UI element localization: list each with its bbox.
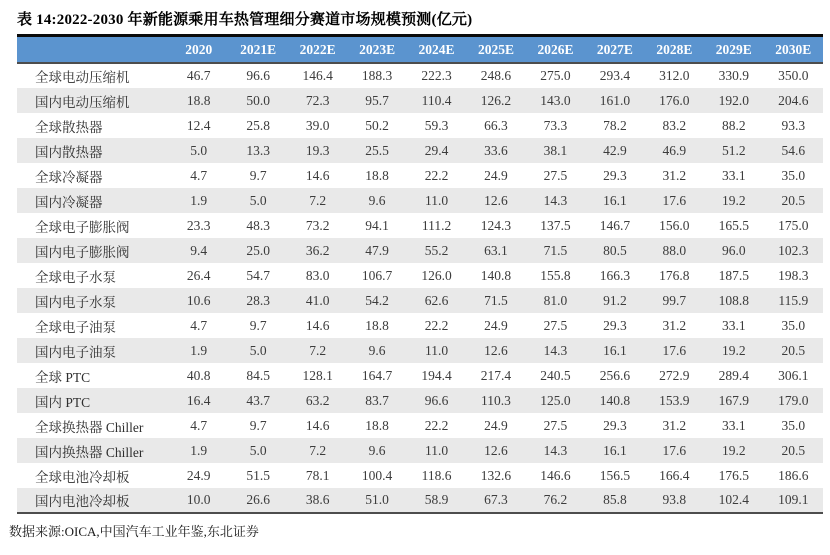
value-cell: 19.2 bbox=[721, 442, 746, 458]
value-cell: 128.1 bbox=[302, 367, 333, 383]
value-cell: 18.8 bbox=[365, 167, 389, 183]
value-cell: 29.3 bbox=[603, 317, 627, 333]
column-header: 2021E bbox=[240, 41, 277, 57]
value-cell: 272.9 bbox=[659, 367, 690, 383]
value-cell: 17.6 bbox=[662, 342, 687, 358]
value-cell: 289.4 bbox=[718, 367, 749, 383]
value-cell: 165.5 bbox=[718, 217, 749, 233]
value-cell: 198.3 bbox=[778, 267, 809, 283]
row-label: 全球散热器 bbox=[35, 119, 103, 135]
value-cell: 46.9 bbox=[662, 142, 687, 158]
value-cell: 16.1 bbox=[603, 192, 627, 208]
value-cell: 94.1 bbox=[365, 217, 389, 233]
value-cell: 88.0 bbox=[662, 242, 687, 258]
row-label: 国内 PTC bbox=[35, 394, 91, 410]
value-cell: 9.7 bbox=[249, 167, 267, 183]
value-cell: 222.3 bbox=[421, 68, 452, 83]
row-label: 国内电动压缩机 bbox=[35, 94, 130, 110]
value-cell: 4.7 bbox=[190, 317, 208, 333]
value-cell: 36.2 bbox=[305, 242, 330, 258]
value-cell: 25.0 bbox=[246, 242, 270, 258]
value-cell: 132.6 bbox=[480, 467, 512, 483]
value-cell: 16.1 bbox=[603, 442, 627, 458]
table-row bbox=[17, 363, 823, 388]
value-cell: 38.6 bbox=[305, 492, 330, 507]
value-cell: 72.3 bbox=[305, 92, 330, 108]
header-row bbox=[17, 36, 823, 64]
value-cell: 71.5 bbox=[484, 292, 508, 308]
value-cell: 140.8 bbox=[599, 392, 631, 408]
value-cell: 46.7 bbox=[186, 68, 211, 83]
data-source: 数据来源:OICA,中国汽车工业年鉴,东北证券 bbox=[9, 524, 259, 539]
table-row bbox=[17, 238, 823, 263]
value-cell: 176.5 bbox=[718, 467, 749, 483]
value-cell: 100.4 bbox=[361, 467, 393, 483]
value-cell: 161.0 bbox=[599, 92, 631, 108]
value-cell: 5.0 bbox=[249, 342, 267, 358]
value-cell: 35.0 bbox=[781, 417, 806, 433]
value-cell: 33.1 bbox=[721, 167, 746, 183]
value-cell: 18.8 bbox=[365, 417, 389, 433]
value-cell: 50.0 bbox=[246, 92, 270, 108]
value-cell: 140.8 bbox=[480, 267, 512, 283]
value-cell: 155.8 bbox=[540, 267, 571, 283]
value-cell: 51.5 bbox=[246, 467, 270, 483]
column-header: 2025E bbox=[477, 41, 514, 57]
value-cell: 24.9 bbox=[484, 317, 508, 333]
row-label: 全球换热器 Chiller bbox=[35, 419, 144, 435]
value-cell: 108.8 bbox=[718, 292, 749, 308]
value-cell: 63.2 bbox=[305, 392, 330, 408]
value-cell: 58.9 bbox=[424, 492, 449, 507]
table-row bbox=[17, 113, 823, 138]
value-cell: 96.0 bbox=[721, 242, 746, 258]
value-cell: 51.0 bbox=[365, 492, 389, 507]
value-cell: 312.0 bbox=[659, 68, 690, 83]
table-row bbox=[17, 388, 823, 413]
value-cell: 31.2 bbox=[662, 317, 687, 333]
value-cell: 9.7 bbox=[249, 417, 267, 433]
value-cell: 14.6 bbox=[305, 417, 330, 433]
value-cell: 93.3 bbox=[781, 117, 806, 133]
table-row bbox=[17, 88, 823, 113]
column-header: 2030E bbox=[775, 41, 812, 57]
row-label: 国内电子膨胀阀 bbox=[35, 244, 130, 260]
value-cell: 54.7 bbox=[246, 267, 270, 283]
column-header: 2022E bbox=[299, 41, 336, 57]
value-cell: 186.6 bbox=[778, 467, 809, 483]
value-cell: 31.2 bbox=[662, 417, 687, 433]
value-cell: 5.0 bbox=[190, 142, 208, 158]
value-cell: 20.5 bbox=[781, 192, 806, 208]
corner-cell bbox=[17, 36, 169, 64]
value-cell: 78.1 bbox=[305, 467, 330, 483]
value-cell: 156.0 bbox=[659, 217, 690, 233]
row-label: 国内电子油泵 bbox=[35, 344, 116, 360]
value-cell: 26.6 bbox=[246, 492, 270, 507]
table-row bbox=[17, 438, 823, 463]
value-cell: 73.3 bbox=[543, 117, 568, 133]
value-cell: 47.9 bbox=[365, 242, 389, 258]
value-cell: 166.4 bbox=[659, 467, 690, 483]
value-cell: 17.6 bbox=[662, 192, 687, 208]
value-cell: 9.7 bbox=[249, 317, 267, 333]
value-cell: 12.6 bbox=[484, 192, 508, 208]
value-cell: 27.5 bbox=[543, 317, 568, 333]
value-cell: 31.2 bbox=[662, 167, 687, 183]
value-cell: 176.8 bbox=[659, 267, 690, 283]
value-cell: 194.4 bbox=[421, 367, 452, 383]
value-cell: 20.5 bbox=[781, 442, 806, 458]
value-cell: 153.9 bbox=[659, 392, 690, 408]
value-cell: 35.0 bbox=[781, 317, 806, 333]
value-cell: 22.2 bbox=[424, 167, 449, 183]
value-cell: 80.5 bbox=[603, 242, 627, 258]
table-row bbox=[17, 288, 823, 313]
value-cell: 16.1 bbox=[603, 342, 627, 358]
value-cell: 51.2 bbox=[721, 142, 746, 158]
row-label: 国内电池冷却板 bbox=[35, 494, 130, 509]
value-cell: 217.4 bbox=[480, 367, 512, 383]
value-cell: 95.7 bbox=[365, 92, 389, 108]
value-cell: 28.3 bbox=[246, 292, 270, 308]
value-cell: 102.3 bbox=[778, 242, 809, 258]
value-cell: 41.0 bbox=[305, 292, 330, 308]
value-cell: 14.3 bbox=[543, 442, 568, 458]
value-cell: 33.1 bbox=[721, 417, 746, 433]
row-label: 全球电子水泵 bbox=[35, 269, 116, 285]
value-cell: 167.9 bbox=[718, 392, 749, 408]
value-cell: 18.8 bbox=[186, 92, 211, 108]
value-cell: 179.0 bbox=[778, 392, 809, 408]
table-row bbox=[17, 63, 823, 88]
value-cell: 5.0 bbox=[249, 192, 267, 208]
value-cell: 16.4 bbox=[186, 392, 211, 408]
table-row bbox=[17, 263, 823, 288]
value-cell: 59.3 bbox=[424, 117, 449, 133]
value-cell: 126.2 bbox=[480, 92, 512, 108]
value-cell: 10.6 bbox=[186, 292, 211, 308]
value-cell: 1.9 bbox=[190, 192, 208, 208]
table-row bbox=[17, 163, 823, 188]
value-cell: 110.4 bbox=[421, 92, 452, 108]
value-cell: 29.3 bbox=[603, 417, 627, 433]
value-cell: 118.6 bbox=[421, 467, 452, 483]
value-cell: 54.6 bbox=[781, 142, 806, 158]
value-cell: 18.8 bbox=[365, 317, 389, 333]
column-header: 2024E bbox=[418, 41, 455, 57]
column-header: 2023E bbox=[359, 41, 396, 57]
value-cell: 29.3 bbox=[603, 167, 627, 183]
row-label: 全球电池冷却板 bbox=[35, 469, 130, 485]
value-cell: 14.3 bbox=[543, 342, 568, 358]
value-cell: 188.3 bbox=[361, 68, 393, 83]
value-cell: 63.1 bbox=[484, 242, 508, 258]
value-cell: 7.2 bbox=[309, 442, 327, 458]
value-cell: 156.5 bbox=[599, 467, 631, 483]
value-cell: 9.6 bbox=[368, 342, 386, 358]
table-row bbox=[17, 338, 823, 363]
value-cell: 29.4 bbox=[424, 142, 449, 158]
value-cell: 81.0 bbox=[543, 292, 568, 308]
value-cell: 84.5 bbox=[246, 367, 270, 383]
value-cell: 33.6 bbox=[484, 142, 508, 158]
value-cell: 24.9 bbox=[484, 417, 508, 433]
value-cell: 14.6 bbox=[305, 167, 330, 183]
value-cell: 39.0 bbox=[305, 117, 330, 133]
value-cell: 24.9 bbox=[484, 167, 508, 183]
table-row bbox=[17, 313, 823, 338]
value-cell: 9.6 bbox=[368, 442, 386, 458]
value-cell: 12.6 bbox=[484, 342, 508, 358]
column-header: 2026E bbox=[537, 41, 574, 57]
value-cell: 4.7 bbox=[190, 167, 208, 183]
value-cell: 240.5 bbox=[540, 367, 571, 383]
value-cell: 17.6 bbox=[662, 442, 687, 458]
value-cell: 102.4 bbox=[718, 492, 749, 507]
value-cell: 7.2 bbox=[309, 192, 327, 208]
value-cell: 22.2 bbox=[424, 417, 449, 433]
value-cell: 71.5 bbox=[543, 242, 568, 258]
value-cell: 93.8 bbox=[662, 492, 687, 507]
value-cell: 19.2 bbox=[721, 342, 746, 358]
value-cell: 91.2 bbox=[603, 292, 627, 308]
value-cell: 9.4 bbox=[190, 242, 208, 258]
value-cell: 50.2 bbox=[365, 117, 389, 133]
value-cell: 40.8 bbox=[186, 367, 211, 383]
value-cell: 164.7 bbox=[361, 367, 393, 383]
value-cell: 166.3 bbox=[599, 267, 631, 283]
value-cell: 187.5 bbox=[718, 267, 749, 283]
column-header: 2028E bbox=[656, 41, 693, 57]
value-cell: 10.0 bbox=[186, 492, 211, 507]
value-cell: 146.4 bbox=[302, 68, 333, 83]
value-cell: 23.3 bbox=[186, 217, 211, 233]
value-cell: 62.6 bbox=[424, 292, 449, 308]
row-label: 国内电子水泵 bbox=[35, 294, 116, 310]
value-cell: 306.1 bbox=[778, 367, 809, 383]
value-cell: 27.5 bbox=[543, 417, 568, 433]
value-cell: 124.3 bbox=[480, 217, 512, 233]
value-cell: 14.6 bbox=[305, 317, 330, 333]
value-cell: 43.7 bbox=[246, 392, 270, 408]
table-row bbox=[17, 188, 823, 213]
forecast-table bbox=[17, 34, 823, 514]
value-cell: 143.0 bbox=[540, 92, 571, 108]
table-header bbox=[17, 36, 823, 64]
value-cell: 11.0 bbox=[424, 442, 449, 458]
value-cell: 78.2 bbox=[603, 117, 627, 133]
value-cell: 96.6 bbox=[424, 392, 449, 408]
value-cell: 111.2 bbox=[421, 217, 452, 233]
row-label: 国内换热器 Chiller bbox=[35, 444, 144, 460]
value-cell: 293.4 bbox=[599, 68, 631, 83]
row-label: 全球电子膨胀阀 bbox=[35, 219, 130, 235]
value-cell: 25.8 bbox=[246, 117, 270, 133]
row-label: 全球冷凝器 bbox=[35, 169, 103, 185]
value-cell: 54.2 bbox=[365, 292, 389, 308]
value-cell: 146.6 bbox=[540, 467, 571, 483]
table-row bbox=[17, 138, 823, 163]
value-cell: 48.3 bbox=[246, 217, 270, 233]
table-row bbox=[17, 413, 823, 438]
row-label: 全球 PTC bbox=[35, 369, 91, 385]
value-cell: 55.2 bbox=[424, 242, 449, 258]
value-cell: 175.0 bbox=[778, 217, 809, 233]
value-cell: 12.6 bbox=[484, 442, 508, 458]
value-cell: 125.0 bbox=[540, 392, 571, 408]
table-row bbox=[17, 213, 823, 238]
column-header: 2027E bbox=[596, 41, 633, 57]
value-cell: 12.4 bbox=[186, 117, 211, 133]
value-cell: 126.0 bbox=[421, 267, 452, 283]
value-cell: 20.5 bbox=[781, 342, 806, 358]
value-cell: 7.2 bbox=[309, 342, 327, 358]
value-cell: 66.3 bbox=[484, 117, 508, 133]
value-cell: 176.0 bbox=[659, 92, 690, 108]
value-cell: 256.6 bbox=[599, 367, 631, 383]
value-cell: 83.7 bbox=[365, 392, 389, 408]
table-row bbox=[17, 488, 823, 513]
table-title: 表 14:2022-2030 年新能源乘用车热管理细分赛道市场规模预测(亿元) bbox=[17, 12, 473, 28]
value-cell: 14.3 bbox=[543, 192, 568, 208]
value-cell: 146.7 bbox=[599, 217, 631, 233]
value-cell: 11.0 bbox=[424, 342, 449, 358]
value-cell: 33.1 bbox=[721, 317, 746, 333]
value-cell: 106.7 bbox=[361, 267, 393, 283]
value-cell: 137.5 bbox=[540, 217, 571, 233]
value-cell: 76.2 bbox=[543, 492, 568, 507]
value-cell: 19.2 bbox=[721, 192, 746, 208]
value-cell: 13.3 bbox=[246, 142, 270, 158]
value-cell: 25.5 bbox=[365, 142, 389, 158]
value-cell: 115.9 bbox=[778, 292, 809, 308]
value-cell: 96.6 bbox=[246, 68, 270, 83]
value-cell: 5.0 bbox=[249, 442, 267, 458]
value-cell: 350.0 bbox=[778, 68, 809, 83]
value-cell: 26.4 bbox=[186, 267, 211, 283]
value-cell: 275.0 bbox=[540, 68, 571, 83]
value-cell: 22.2 bbox=[424, 317, 449, 333]
value-cell: 1.9 bbox=[190, 442, 208, 458]
row-label: 全球电动压缩机 bbox=[35, 70, 130, 85]
value-cell: 83.2 bbox=[662, 117, 687, 133]
value-cell: 38.1 bbox=[543, 142, 568, 158]
table-body bbox=[17, 63, 823, 513]
column-header: 2029E bbox=[715, 41, 752, 57]
value-cell: 24.9 bbox=[186, 467, 211, 483]
value-cell: 192.0 bbox=[718, 92, 749, 108]
value-cell: 248.6 bbox=[480, 68, 512, 83]
table-row bbox=[17, 463, 823, 488]
row-label: 国内散热器 bbox=[35, 144, 103, 160]
value-cell: 204.6 bbox=[778, 92, 809, 108]
value-cell: 109.1 bbox=[778, 492, 809, 507]
value-cell: 42.9 bbox=[603, 142, 627, 158]
value-cell: 9.6 bbox=[368, 192, 386, 208]
value-cell: 88.2 bbox=[721, 117, 746, 133]
value-cell: 19.3 bbox=[305, 142, 330, 158]
value-cell: 83.0 bbox=[305, 267, 330, 283]
value-cell: 67.3 bbox=[484, 492, 508, 507]
value-cell: 27.5 bbox=[543, 167, 568, 183]
value-cell: 1.9 bbox=[190, 342, 208, 358]
value-cell: 99.7 bbox=[662, 292, 687, 308]
value-cell: 11.0 bbox=[424, 192, 449, 208]
column-header: 2020 bbox=[185, 41, 213, 57]
value-cell: 4.7 bbox=[190, 417, 208, 433]
value-cell: 73.2 bbox=[305, 217, 330, 233]
value-cell: 85.8 bbox=[603, 492, 627, 507]
row-label: 国内冷凝器 bbox=[35, 194, 103, 210]
row-label: 全球电子油泵 bbox=[35, 319, 116, 335]
value-cell: 35.0 bbox=[781, 167, 806, 183]
value-cell: 110.3 bbox=[481, 392, 511, 408]
value-cell: 330.9 bbox=[718, 68, 749, 83]
